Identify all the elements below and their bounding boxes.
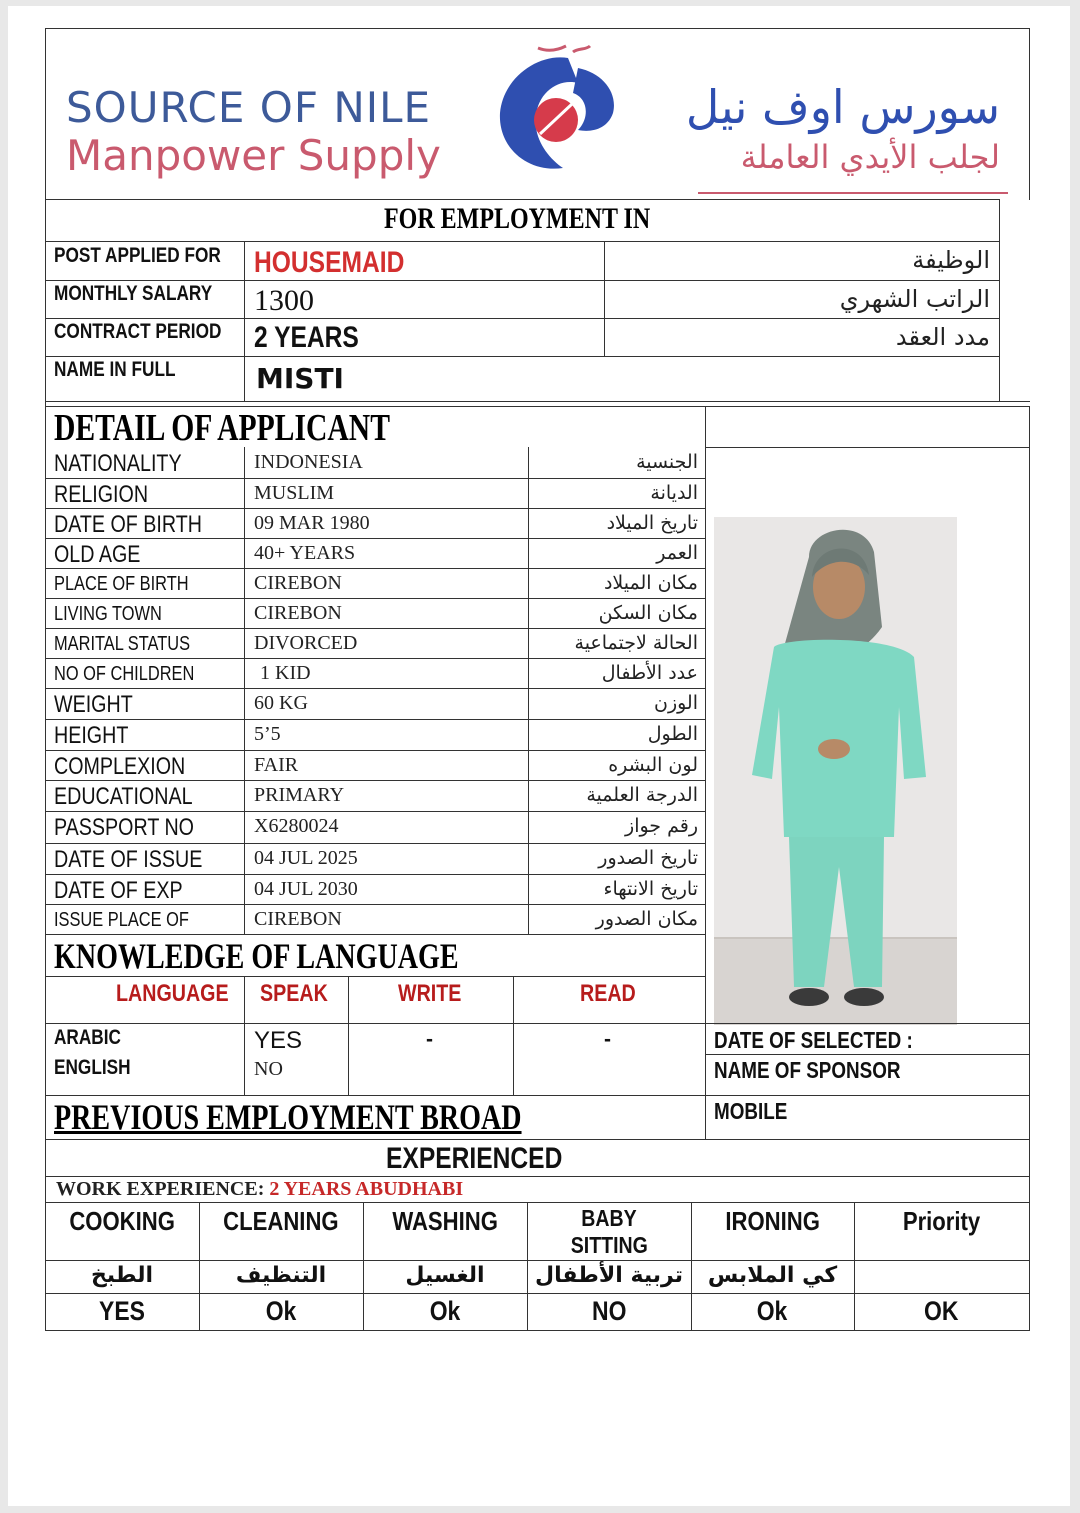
applicant-value: 1 KID	[260, 662, 311, 684]
row-divider	[45, 658, 705, 659]
applicant-label-ar: لون البشره	[608, 754, 698, 776]
employment-title: FOR EMPLOYMENT IN	[384, 202, 651, 235]
contract-label: CONTRACT PERIOD	[54, 320, 222, 343]
previous-title: PREVIOUS EMPLOYMENT BROAD	[54, 1097, 522, 1137]
applicant-value: 04 JUL 2025	[254, 847, 358, 869]
applicant-label: OLD AGE	[54, 541, 141, 568]
lang-english: ENGLISH	[54, 1056, 131, 1079]
skill-name-ar: التنظيف	[235, 1263, 327, 1288]
name-value: MISTI	[256, 362, 344, 395]
applicant-label: DATE OF ISSUE	[54, 846, 203, 873]
row-divider	[45, 874, 705, 875]
applicant-label-ar: الحالة لاجتماعية	[574, 632, 698, 654]
salary-value: 1300	[254, 284, 314, 317]
skill-name: Priority	[902, 1206, 981, 1236]
applicant-label: COMPLEXION	[54, 753, 186, 780]
application-sheet	[8, 6, 1070, 1506]
date-selected: DATE OF SELECTED :	[714, 1027, 913, 1053]
applicant-label: PLACE OF BIRTH	[54, 573, 189, 595]
skill-value: OK	[924, 1296, 959, 1326]
skill-name-ar: الغسيل	[405, 1263, 485, 1288]
applicant-value: FAIR	[254, 754, 299, 776]
row-divider	[45, 628, 705, 629]
applicant-label-ar: عدد الأطفال	[601, 662, 698, 684]
skill-value: YES	[99, 1296, 145, 1326]
contract-value: 2 YEARS	[254, 321, 359, 354]
applicant-value: 60 KG	[254, 692, 308, 714]
post-label-ar: الوظيفة	[912, 246, 990, 274]
applicant-value: CIREBON	[254, 908, 342, 930]
applicant-value: INDONESIA	[254, 451, 363, 473]
company-name-ar: سورس اوف نيل	[685, 80, 1000, 134]
company-tagline-ar: لجلب الأيدي العاملة	[740, 138, 1000, 176]
mobile-label: MOBILE	[714, 1098, 788, 1124]
lang-header-read: READ	[580, 980, 636, 1007]
applicant-label: RELIGION	[54, 481, 149, 508]
applicant-label: WEIGHT	[54, 691, 133, 718]
applicant-label: MARITAL STATUS	[54, 633, 191, 655]
row-divider	[45, 811, 705, 812]
applicant-value: 04 JUL 2030	[254, 878, 358, 900]
applicant-label-ar: الجنسية	[636, 451, 698, 473]
company-name-en	[66, 84, 441, 180]
applicant-label: LIVING TOWN	[54, 603, 162, 625]
applicant-label-ar: الديانة	[650, 482, 698, 504]
post-value: HOUSEMAID	[254, 246, 405, 279]
skill-name-ar: تربية الأطفال	[534, 1263, 684, 1288]
applicant-label-ar: العمر	[656, 542, 698, 564]
salary-label-ar: الراتب الشهري	[839, 285, 990, 313]
skill-value: Ok	[265, 1296, 297, 1326]
applicant-label: DATE OF BIRTH	[54, 511, 202, 538]
applicant-value: DIVORCED	[254, 632, 358, 654]
lang-header-speak: SPEAK	[260, 980, 328, 1007]
name-label: NAME IN FULL	[54, 358, 176, 381]
applicant-label-ar: الوزن	[653, 692, 698, 714]
lang-english-speak: NO	[254, 1058, 283, 1080]
salary-label: MONTHLY SALARY	[54, 282, 213, 305]
applicant-value: CIREBON	[254, 572, 342, 594]
post-label: POST APPLIED FOR	[54, 244, 221, 267]
applicant-value: 09 MAR 1980	[254, 512, 370, 534]
lang-arabic-write: -	[426, 1028, 433, 1051]
applicant-label-ar: مكان السكن	[598, 602, 698, 624]
row-divider	[45, 843, 705, 844]
work-experience	[56, 1178, 463, 1201]
row-divider	[45, 688, 705, 689]
applicant-label-ar: رقم جواز	[625, 815, 698, 837]
row-divider	[45, 780, 705, 781]
language-title: KNOWLEDGE OF LANGUAGE	[54, 936, 459, 976]
experienced-label: EXPERIENCED	[386, 1142, 563, 1175]
applicant-value: CIREBON	[254, 602, 342, 624]
applicant-label: EDUCATIONAL	[54, 783, 193, 810]
applicant-value: 5’5	[254, 723, 281, 745]
row-divider	[45, 750, 705, 751]
skill-name: COOKING	[69, 1206, 175, 1236]
applicant-label: PASSPORT NO	[54, 814, 194, 841]
company-logo-icon	[478, 38, 628, 188]
contract-label-ar: مدد العقد	[895, 323, 990, 351]
applicant-label: ISSUE PLACE OF	[54, 909, 189, 931]
skill-value: Ok	[757, 1296, 788, 1326]
skill-name: CLEANING	[223, 1206, 339, 1236]
applicant-label-ar: مكان الصدور	[595, 908, 698, 930]
applicant-value: 40+ YEARS	[254, 542, 356, 564]
row-divider	[45, 904, 705, 905]
applicant-title: DETAIL OF APPLICANT	[54, 407, 390, 449]
row-divider	[45, 719, 705, 720]
applicant-value: MUSLIM	[254, 482, 335, 504]
applicant-label-ar: تاريخ الانتهاء	[603, 878, 698, 900]
applicant-value: PRIMARY	[254, 784, 345, 806]
lang-arabic-read: -	[604, 1028, 611, 1051]
skill-value: NO	[591, 1296, 627, 1326]
applicant-label-ar: الطول	[647, 723, 698, 745]
skill-name-ar: الطبخ	[90, 1263, 154, 1288]
row-divider	[45, 478, 705, 479]
skill-name: BABY SITTING	[570, 1205, 648, 1258]
skill-name: IRONING	[725, 1206, 820, 1236]
work-experience-value: 2 YEARS ABUDHABI	[269, 1178, 464, 1200]
company-line1: SOURCE OF NILE	[66, 83, 432, 132]
lang-arabic-speak: YES	[254, 1027, 303, 1054]
row-divider	[45, 508, 705, 509]
sponsor-name: NAME OF SPONSOR	[714, 1057, 901, 1083]
company-line2: Manpower Supply	[66, 131, 441, 180]
row-divider	[45, 538, 705, 539]
skill-name: WASHING	[392, 1206, 498, 1236]
lang-arabic: ARABIC	[54, 1026, 121, 1049]
work-experience-label: WORK EXPERIENCE:	[56, 1178, 265, 1200]
skill-name-ar: كي الملابس	[707, 1263, 838, 1288]
row-divider	[45, 568, 705, 569]
applicant-label-ar: الدرجة العلمية	[586, 784, 698, 806]
applicant-label: NATIONALITY	[54, 450, 182, 477]
header-underline	[698, 192, 1008, 194]
applicant-label-ar: تاريخ الميلاد	[606, 512, 698, 534]
applicant-label-ar: مكان الميلاد	[603, 572, 698, 594]
lang-header-write: WRITE	[398, 980, 462, 1007]
applicant-label: DATE OF EXP	[54, 877, 183, 904]
applicant-photo	[714, 517, 957, 1025]
applicant-label: NO OF CHILDREN	[54, 663, 195, 685]
row-divider	[45, 598, 705, 599]
lang-header-language: LANGUAGE	[116, 980, 229, 1007]
applicant-label: HEIGHT	[54, 722, 129, 749]
applicant-value: X6280024	[254, 815, 339, 837]
applicant-label-ar: تاريخ الصدور	[598, 847, 698, 869]
skill-value: Ok	[429, 1296, 461, 1326]
